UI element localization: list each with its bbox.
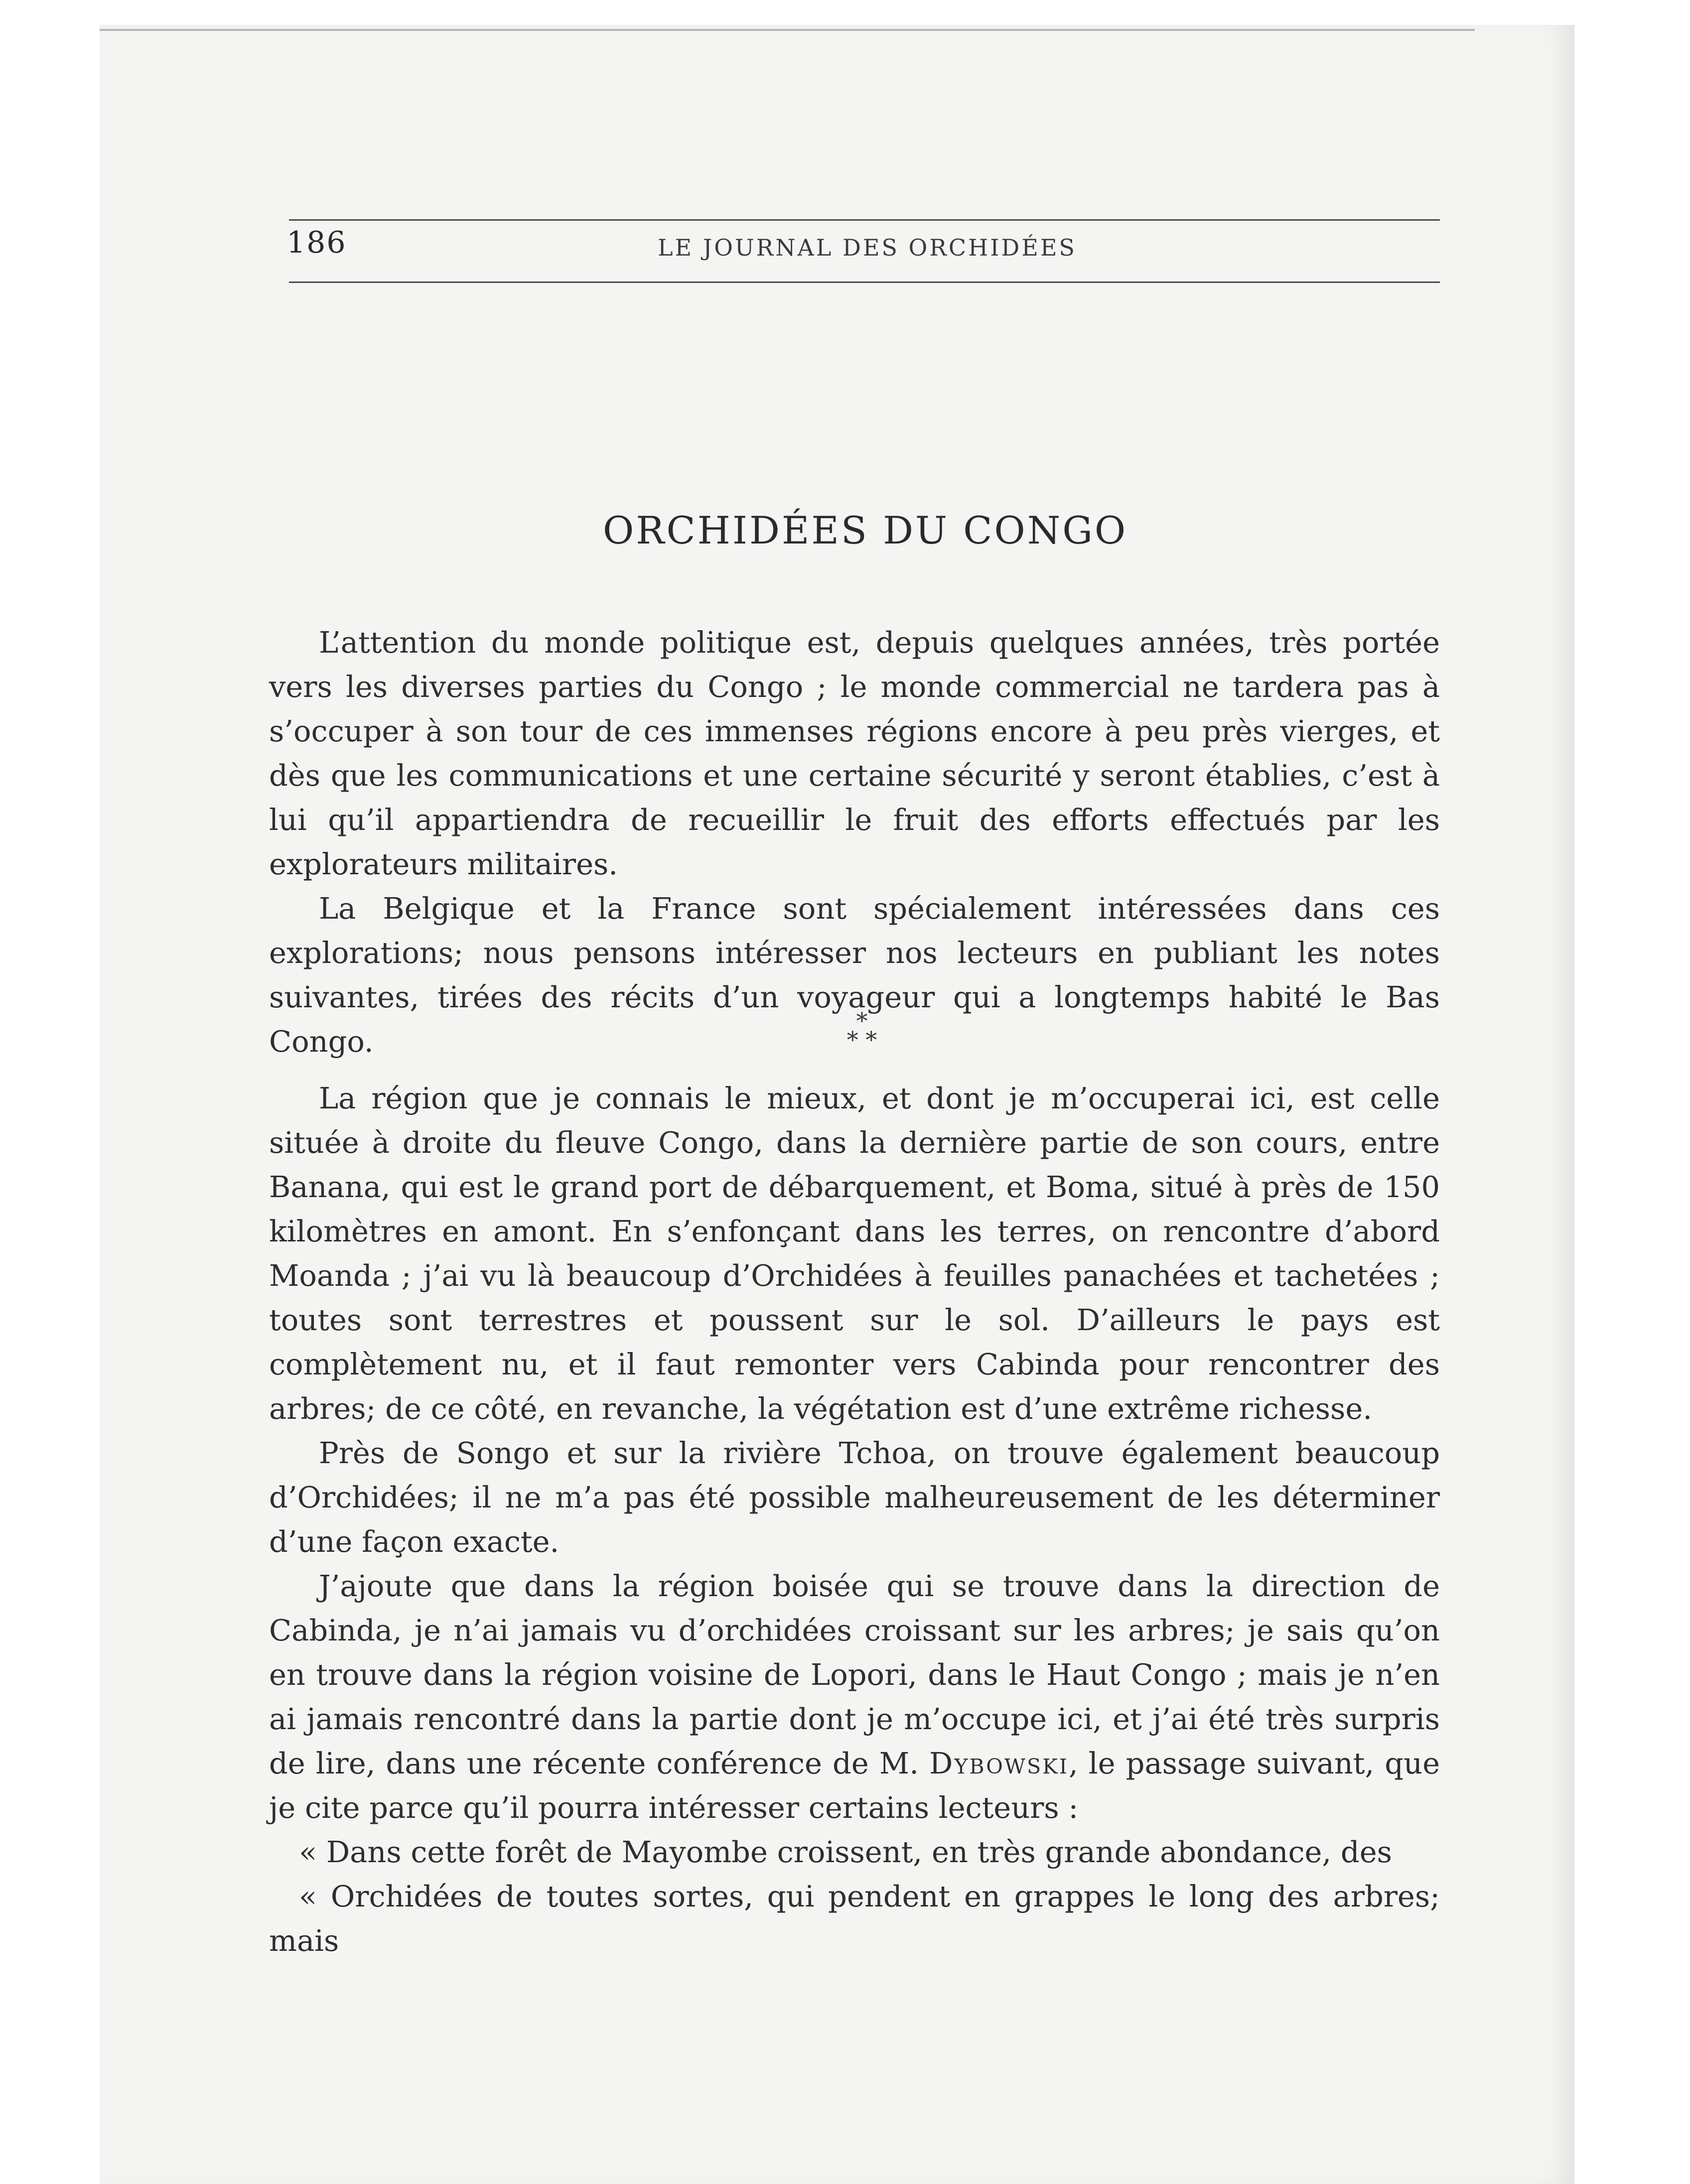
running-title: LE JOURNAL DES ORCHIDÉES xyxy=(658,234,1077,261)
paragraph: La Belgique et la France sont spécialement intéressées dans ces explorations; nous pensons intéresser nos lecteurs en publiant les notes suivantes, tirées des récits d’un voyageur qui a longtemps habité le Bas Congo. xyxy=(269,891,1440,1059)
scan-edge-line xyxy=(100,29,1475,31)
author-name: Dybowski xyxy=(929,1746,1069,1780)
page-number: 186 xyxy=(286,225,347,260)
paragraph xyxy=(269,1564,1440,1830)
main-section xyxy=(269,1076,1440,1963)
section-separator xyxy=(827,1007,897,1053)
asterism-bottom: * * xyxy=(846,1026,877,1053)
article-title: ORCHIDÉES DU CONGO xyxy=(603,508,1128,552)
asterism-top: * xyxy=(856,1007,868,1034)
quote-line: « Dans cette forêt de Mayombe croissent, en très grande abondance, des xyxy=(299,1835,1392,1869)
intro-section xyxy=(269,620,1440,1064)
quote-line: « Orchidées de toutes sortes, qui pendent en grappes le long des arbres; mais xyxy=(269,1879,1440,1958)
paragraph: L’attention du monde politique est, depuis quelques années, très portée vers les diverses parties du Congo ; le monde commercial ne tardera pas à s’occuper à son tour de ces immenses régions encore à peu près vierges, et dès que les communications et une certaine sécurité y seront établies, c’est à lui qu’il appartiendra de recueillir le fruit des efforts effectués par les explorateurs militaires. xyxy=(269,625,1440,881)
text-run: , le passage suivant, que je cite parce qu’il pourra intéresser certains lecteurs : xyxy=(269,1746,1440,1825)
header-rule-bottom xyxy=(289,281,1440,283)
header-rule-top xyxy=(289,219,1440,221)
paragraph: Près de Songo et sur la rivière Tchoa, on trouve également beaucoup d’Orchidées; il ne m’a pas été possible malheureusement de les déterminer d’une façon exacte. xyxy=(269,1436,1440,1559)
text-run: J’ajoute que dans la région boisée qui se trouve dans la direction de Cabinda, je n’ai jamais vu d’orchidées croissant sur les arbres; je sais qu’on en trouve dans la région voisine de Lopori, dans le Haut Congo ; mais je n’en ai jamais rencontré dans la partie dont je m’occupe ici, et j’ai été très surpris de lire, dans une récente conférence de M. xyxy=(269,1569,1440,1780)
paragraph: La région que je connais le mieux, et dont je m’occuperai ici, est celle située à droite du fleuve Congo, dans la dernière partie de son cours, entre Banana, qui est le grand port de débarquement, et Boma, situé à près de 150 kilomètres en amont. En s’enfonçant dans les terres, on rencontre d’abord Moanda ; j’ai vu là beaucoup d’Orchidées à feuilles panachées et tachetées ; toutes sont terrestres et poussent sur le sol. D’ailleurs le pays est complètement nu, et il faut remonter vers Cabinda pour rencontrer des arbres; de ce côté, en revanche, la végétation est d’une extrême richesse. xyxy=(269,1081,1440,1426)
